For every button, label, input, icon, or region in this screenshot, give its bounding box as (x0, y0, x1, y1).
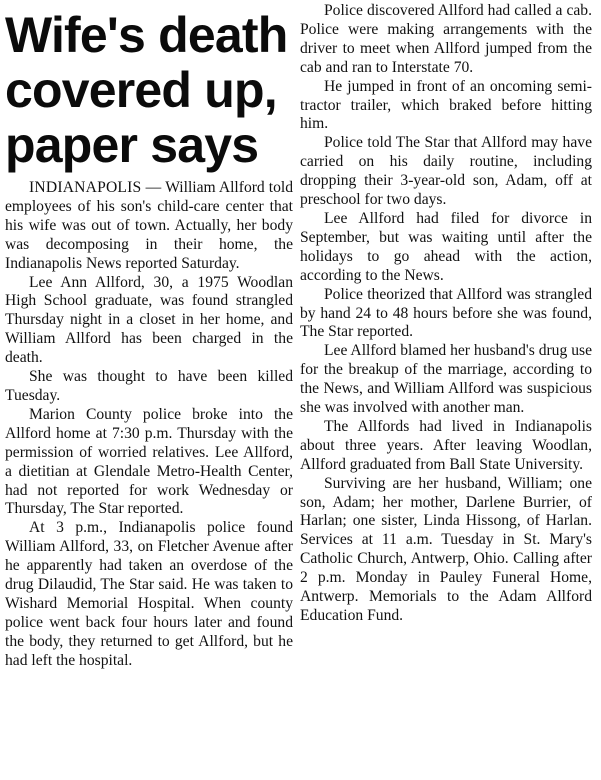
body-paragraph: Police discovered Allford had called a cab. Police were making arrangements with the driver to meet when Allford jumped from the cab and ran to Interstate 70. (300, 2, 592, 76)
body-paragraph: Lee Allford had filed for divorce in September, but was waiting until after the holidays to go ahead with the action, according to the News. (300, 209, 592, 284)
body-paragraph: Police told The Star that Allford may have carried on his daily routine, including dropping their 3-year-old son, Adam, off at preschool for two days. (300, 134, 592, 209)
body-paragraph: At 3 p.m., Indianapolis police found William Allford, 33, on Fletcher Avenue after he apparently had taken an overdose of the drug Dilaudid, The Star said. He was taken to Wishard Memorial Hospital. When county police went back four hours later and found the body, they returned to get Allford, but he had left the hospital. (5, 519, 293, 669)
headline (5, 8, 293, 173)
body-paragraph: Marion County police broke into the Allford home at 7:30 p.m. Thursday with the permission of worried relatives. Lee Allford, a dietitian at Glendale Metro-Health Center, had not reported for work Wednesday or Thursday, The Star reported. (5, 405, 293, 518)
body-paragraph: Lee Allford blamed her husband's drug use for the breakup of the marriage, according to the News, and William Allford was suspicious she was involved with another man. (300, 342, 592, 417)
dateline: INDIANAPOLIS — (29, 179, 162, 196)
left-column (5, 2, 293, 671)
right-column (300, 2, 592, 626)
body-paragraph: She was thought to have been killed Tuesday. (5, 368, 293, 404)
body-paragraph: Police theorized that Allford was strangled by hand 24 to 48 hours before she was found, The Star reported. (300, 285, 592, 341)
body-paragraph: He jumped in front of an oncoming semi-tractor trailer, which braked before hitting him. (300, 77, 592, 133)
body-paragraph: The Allfords had lived in Indianapolis about three years. After leaving Woodlan, Allford graduated from Ball State University. (300, 417, 592, 473)
headline-line-1: Wife's death (5, 7, 288, 63)
lead-paragraph (5, 179, 293, 274)
lead-paragraph-text: William Allford told employees of his son's child-care center that his wife was out of town. Actually, her body was decomposing in their home, the Indianapolis News reported Saturday. (5, 179, 294, 272)
headline-line-2: covered up, (5, 62, 277, 118)
headline-line-3: paper says (5, 117, 259, 173)
body-paragraph: Surviving are her husband, William; one son, Adam; her mother, Darlene Burrier, of Harlan; one sister, Linda Hissong, of Harlan. Services at 11 a.m. Tuesday in St. Mary's Catholic Church, Antwerp, Ohio. Calling after 2 p.m. Monday in Pauley Funeral Home, Antwerp. Memorials to the Adam Allford Education Fund. (300, 474, 592, 624)
body-paragraph: Lee Ann Allford, 30, a 1975 Woodlan High School graduate, was found strangled Thursday night in a closet in her home, and William Allford has been charged in the death. (5, 273, 293, 367)
